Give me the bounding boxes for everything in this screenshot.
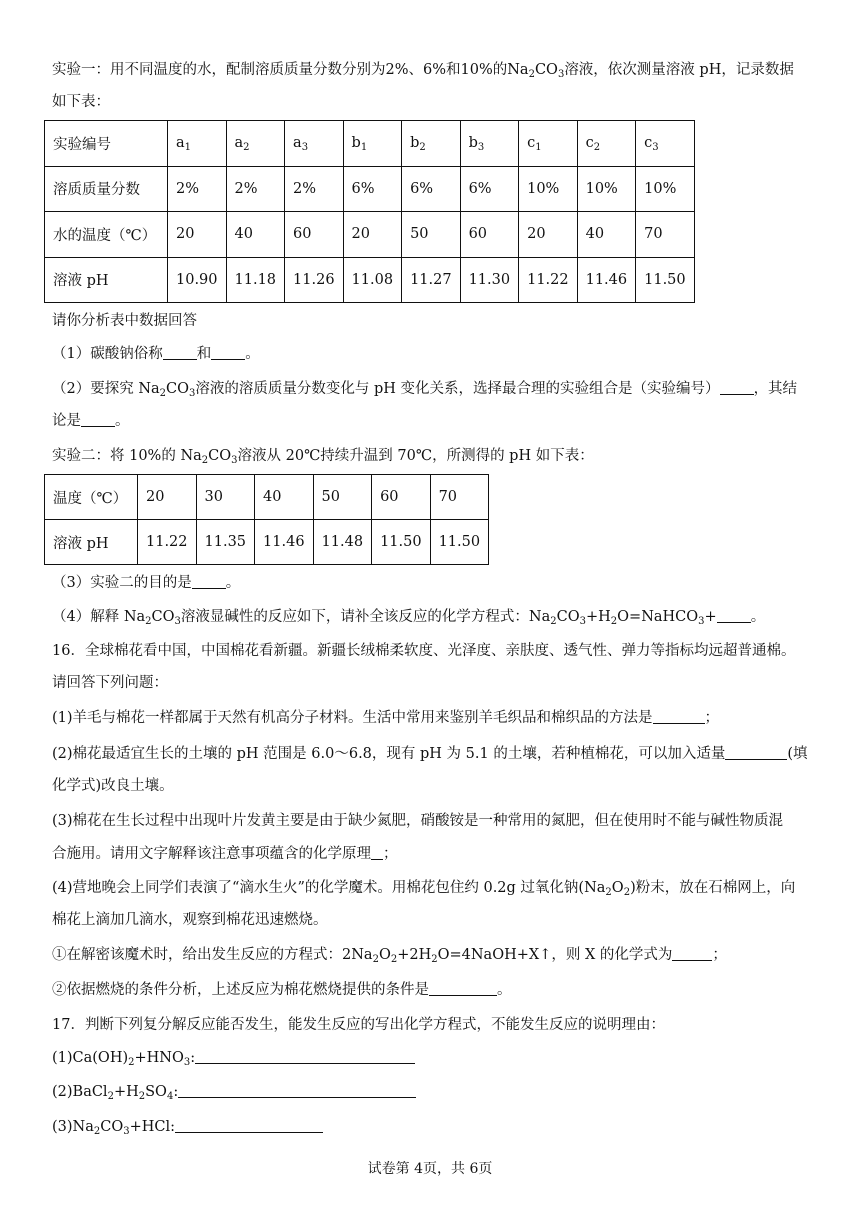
row-header: 溶液 pH xyxy=(45,257,168,303)
table-cell: $a_1$ xyxy=(168,121,227,167)
table-cell: $b_2$ xyxy=(402,121,461,167)
question-1: （1）碳酸钠俗称 和 。 xyxy=(52,346,260,362)
question-3: （3）实验二的目的是 。 xyxy=(52,575,241,591)
table-cell: 11.30 xyxy=(460,257,519,303)
table-cell: $c_1$ xyxy=(519,121,578,167)
question-16-part-3-cont: 合施用。请用文字解释该注意事项蕴含的化学原理 ； xyxy=(52,846,398,862)
answer-blank[interactable] xyxy=(429,981,497,996)
table-cell: 11.26 xyxy=(285,257,344,303)
question-17-stem: 17．判断下列复分解反应能否发生，能发生反应的写出化学方程式，不能发生反应的说明理由： xyxy=(52,1017,665,1033)
table-cell: 6% xyxy=(402,166,461,212)
row-header: 水的温度（℃） xyxy=(45,212,168,258)
question-16-part-2-cont: 化学式)改良土壤。 xyxy=(52,778,174,794)
question-16-sub-2: ②依据燃烧的条件分析，上述反应为棉花燃烧提供的条件是 。 xyxy=(52,982,512,998)
question-16-part-4-cont: 棉花上滴加几滴水，观察到棉花迅速燃烧。 xyxy=(52,912,328,928)
question-16-part-2: (2)棉花最适宜生长的土壤的 pH 范围是 6.0～6.8，现有 pH 为 5.1 的土壤，若种植棉花，可以加入适量 (填 xyxy=(52,746,808,762)
answer-blank[interactable] xyxy=(175,1118,323,1133)
exp1-intro: 实验一：用不同温度的水，配制溶质质量分数分别为2%、6%和10%的$Na_2CO_3$溶液，依次测量溶液 pH，记录数据 xyxy=(52,62,794,80)
table-cell: 40 xyxy=(255,475,314,520)
question-17-part-2: $(2)BaCl_2+H_2SO_4$: xyxy=(52,1078,820,1106)
table-cell: $c_3$ xyxy=(636,121,695,167)
exp2-intro: 实验二：将 10%的 $Na_2CO_3$溶液从 20℃持续升温到 70℃，所测得的 pH 如下表： xyxy=(52,448,594,466)
table-cell: $b_3$ xyxy=(460,121,519,167)
answer-blank[interactable] xyxy=(195,1049,415,1064)
answer-blank[interactable] xyxy=(725,745,787,760)
table-row xyxy=(45,212,695,258)
table-cell: 10% xyxy=(577,166,636,212)
table-cell: 11.48 xyxy=(313,520,372,565)
table-cell: $c_2$ xyxy=(577,121,636,167)
question-16-sub-1: ①在解密该魔术时，给出发生反应的方程式：$2Na_2O_2+2H_2O=4NaOH+X↑$，则 X 的化学式为 ； xyxy=(52,947,727,965)
answer-blank[interactable] xyxy=(178,1083,416,1098)
answer-blank[interactable] xyxy=(672,946,712,961)
table-cell: 20 xyxy=(519,212,578,258)
table-cell: 50 xyxy=(402,212,461,258)
table-cell: 2% xyxy=(168,166,227,212)
table-cell: $a_2$ xyxy=(226,121,285,167)
table-row xyxy=(45,166,695,212)
table-cell: 11.18 xyxy=(226,257,285,303)
table-cell: 40 xyxy=(226,212,285,258)
table-cell: 70 xyxy=(636,212,695,258)
table-row xyxy=(45,475,489,520)
table-cell: $b_1$ xyxy=(343,121,402,167)
table-cell: 60 xyxy=(372,475,431,520)
answer-blank[interactable] xyxy=(717,608,751,623)
answer-blank[interactable] xyxy=(81,412,115,427)
question-16-stem-2: 请回答下列问题： xyxy=(52,675,168,691)
answer-blank[interactable] xyxy=(653,709,705,724)
row-header: 溶质质量分数 xyxy=(45,166,168,212)
table-cell: 11.35 xyxy=(196,520,255,565)
table-row xyxy=(45,121,695,167)
question-17-part-3: $(3)Na_2CO_3+HCl$: xyxy=(52,1113,820,1141)
table-cell: 2% xyxy=(285,166,344,212)
table-cell: 11.46 xyxy=(255,520,314,565)
question-16-part-4: (4)营地晚会上同学们表演了“滴水生火”的化学魔术。用棉花包住约 0.2g 过氧化钠$(Na_2O_2)$粉末，放在石棉网上，向 xyxy=(52,880,796,898)
answer-blank[interactable] xyxy=(192,574,226,589)
page-footer: 试卷第 4页，共 6页 xyxy=(367,1161,493,1177)
question-2: （2）要探究 $Na_2CO_3$溶液的溶质质量分数变化与 pH 变化关系，选择最合理的实验组合是（实验编号） ，其结 xyxy=(52,381,798,399)
table-cell: 20 xyxy=(138,475,197,520)
experiment-table-2 xyxy=(44,474,489,565)
table-cell: 10.90 xyxy=(168,257,227,303)
table-cell: 10% xyxy=(519,166,578,212)
table-cell: 11.27 xyxy=(402,257,461,303)
answer-blank[interactable] xyxy=(163,345,197,360)
table-cell: 11.22 xyxy=(138,520,197,565)
table-cell: 30 xyxy=(196,475,255,520)
row-header: 溶液 pH xyxy=(45,520,138,565)
table-cell: 11.50 xyxy=(636,257,695,303)
table-cell: 11.50 xyxy=(372,520,431,565)
table-cell: 11.22 xyxy=(519,257,578,303)
table-cell: 20 xyxy=(168,212,227,258)
question-2-cont: 论是 。 xyxy=(52,413,130,429)
analyze-prompt: 请你分析表中数据回答 xyxy=(52,313,197,329)
question-16-part-1: (1)羊毛与棉花一样都属于天然有机高分子材料。生活中常用来鉴别羊毛织品和棉织品的方法是 ； xyxy=(52,710,720,726)
question-17-part-1: $(1)Ca(OH)_2+HNO_3$: xyxy=(52,1044,820,1072)
table-cell: $a_3$ xyxy=(285,121,344,167)
table-cell: 40 xyxy=(577,212,636,258)
table-cell: 50 xyxy=(313,475,372,520)
row-header: 温度（℃） xyxy=(45,475,138,520)
experiment-table-1 xyxy=(44,120,695,303)
table-cell: 70 xyxy=(430,475,489,520)
table-cell: 20 xyxy=(343,212,402,258)
table-cell: 11.50 xyxy=(430,520,489,565)
table-cell: 11.08 xyxy=(343,257,402,303)
answer-blank[interactable] xyxy=(371,845,383,860)
answer-blank[interactable] xyxy=(211,345,245,360)
table-cell: 10% xyxy=(636,166,695,212)
table-cell: 6% xyxy=(460,166,519,212)
table-cell: 6% xyxy=(343,166,402,212)
question-4: （4）解释 $Na_2CO_3$溶液显碱性的反应如下，请补全该反应的化学方程式：$Na_2CO_3+H_2O=NaHCO_3+$ 。 xyxy=(52,609,766,627)
exp1-intro-2: 如下表： xyxy=(52,94,110,110)
question-16-stem: 16．全球棉花看中国，中国棉花看新疆。新疆长绒棉柔软度、光泽度、亲肤度、透气性、弹力等指标均远超普通棉。 xyxy=(52,643,796,659)
table-cell: 2% xyxy=(226,166,285,212)
question-16-part-3: (3)棉花在生长过程中出现叶片发黄主要是由于缺少氮肥，硝酸铵是一种常用的氮肥，但在使用时不能与碱性物质混 xyxy=(52,813,784,829)
table-cell: 11.46 xyxy=(577,257,636,303)
table-row xyxy=(45,520,489,565)
table-cell: 60 xyxy=(285,212,344,258)
table-row xyxy=(45,257,695,303)
row-header: 实验编号 xyxy=(45,121,168,167)
table-cell: 60 xyxy=(460,212,519,258)
answer-blank[interactable] xyxy=(720,380,754,395)
